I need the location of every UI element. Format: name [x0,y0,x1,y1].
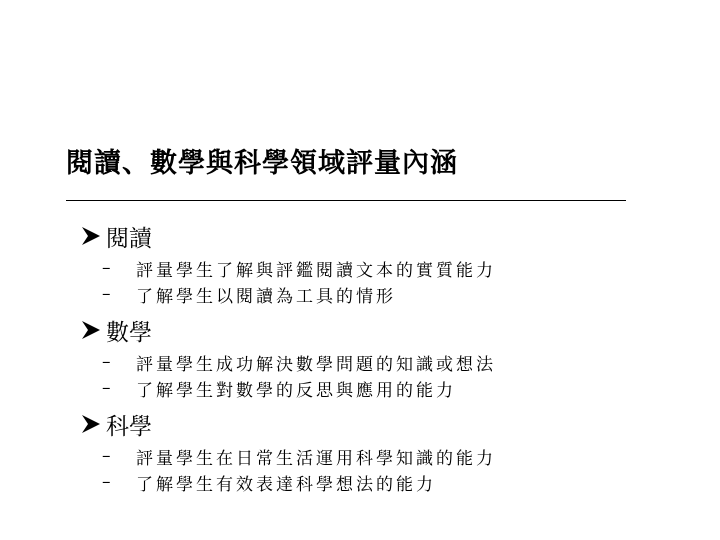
list-item [102,349,680,375]
sub-bullet-dash: – [102,472,111,492]
section-heading-text: 閱讀 [106,225,152,252]
section-heading-text: 數學 [106,319,152,346]
sub-bullet-dash: – [102,284,111,304]
sub-bullet-dash: – [102,258,111,278]
section-science [80,405,680,495]
title-divider [66,200,626,201]
section-reading [80,217,680,307]
arrow-bullet-icon [80,225,102,247]
section-heading [80,217,680,255]
list-item-text: 了解學生有效表達科學想法的能力 [136,474,436,495]
section-items [80,349,680,401]
list-item-text: 了解學生以閱讀為工具的情形 [136,286,396,307]
slide-title: 閱讀、數學與科學領域評量內涵 [66,148,458,179]
section-heading [80,311,680,349]
list-item [102,255,680,281]
list-item-text: 評量學生了解與評鑑閱讀文本的實質能力 [136,260,496,281]
section-heading-text: 科學 [106,413,152,440]
slide-content [80,217,680,495]
list-item [102,469,680,495]
arrow-bullet-icon [80,413,102,435]
section-heading [80,405,680,443]
list-item-text: 評量學生在日常生活運用科學知識的能力 [136,448,496,469]
list-item-text: 評量學生成功解決數學問題的知識或想法 [136,354,496,375]
section-math [80,311,680,401]
sub-bullet-dash: – [102,352,111,372]
arrow-bullet-icon [80,319,102,341]
list-item [102,443,680,469]
list-item [102,281,680,307]
section-items [80,255,680,307]
sub-bullet-dash: – [102,378,111,398]
list-item-text: 了解學生對數學的反思與應用的能力 [136,380,456,401]
sub-bullet-dash: – [102,446,111,466]
section-items [80,443,680,495]
list-item [102,375,680,401]
